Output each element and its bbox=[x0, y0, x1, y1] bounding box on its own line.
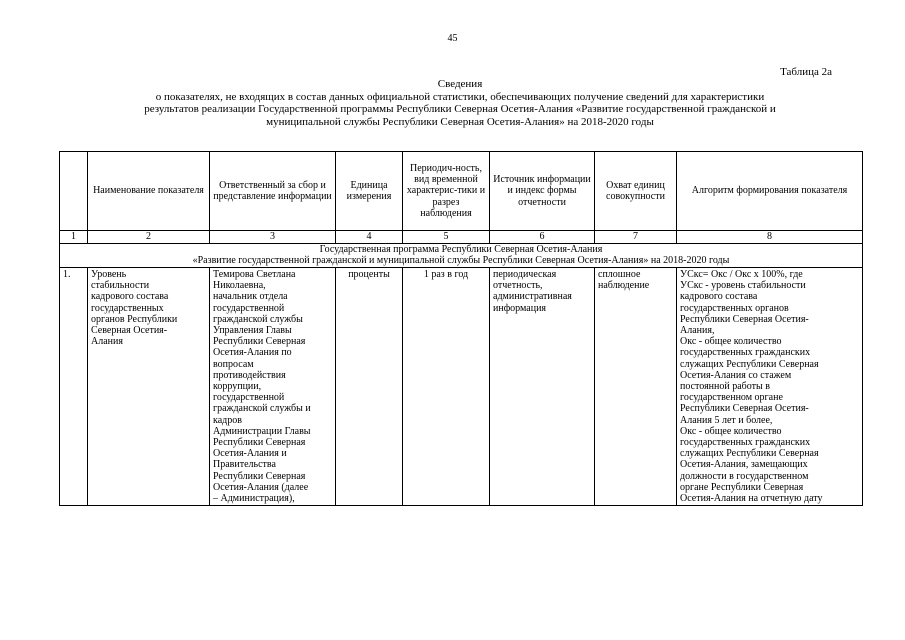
text-line: информация bbox=[493, 302, 547, 314]
text-line: органе Республики Северная bbox=[680, 481, 804, 493]
text-line: государственной bbox=[213, 302, 285, 314]
indicators-table bbox=[59, 151, 863, 506]
text-line: служащих Республики Северная bbox=[680, 358, 819, 370]
text-line: Темирова Светлана bbox=[213, 269, 296, 280]
text-line: начальник отдела bbox=[213, 291, 288, 303]
table-row bbox=[60, 268, 863, 506]
text-line: Осетия-Алания со стажем bbox=[680, 369, 792, 381]
text-line: государственных органов bbox=[680, 302, 789, 314]
text-line: Правительства bbox=[213, 459, 276, 471]
column-number: 5 bbox=[403, 231, 490, 244]
column-number: 2 bbox=[88, 231, 210, 244]
text-line: должности в государственном bbox=[680, 470, 809, 482]
text-line: Уровень bbox=[91, 269, 127, 280]
header-cell-periodicity: Периодич-ность, вид временной характерис-тики и разрез наблюдения bbox=[403, 152, 490, 231]
header-cell-algorithm: Алгоритм формирования показателя bbox=[677, 152, 863, 231]
text-line: кадрового состава bbox=[91, 291, 169, 303]
coverage-cell: сплошное наблюдение bbox=[595, 268, 677, 506]
text-line: служащих Республики Северная bbox=[680, 448, 819, 460]
text-line: Алания bbox=[91, 336, 123, 348]
program-title-cell bbox=[60, 244, 863, 268]
document-heading bbox=[60, 78, 860, 128]
column-number: 4 bbox=[336, 231, 403, 244]
text-line: Республики Северная bbox=[213, 336, 306, 348]
responsible-cell bbox=[210, 268, 336, 506]
text-line: Республики Северная Осетия- bbox=[680, 313, 809, 325]
text-line: Алания 5 лет и более, bbox=[680, 414, 773, 426]
text-line: гражданской службы и bbox=[213, 403, 311, 415]
row-number: 1. bbox=[60, 268, 88, 506]
header-cell-number bbox=[60, 152, 88, 231]
text-line: Администрации Главы bbox=[213, 425, 311, 437]
text-line: государственной bbox=[213, 392, 285, 404]
column-number: 6 bbox=[490, 231, 595, 244]
text-line: Республики Северная Осетия- bbox=[680, 403, 809, 415]
text-line: стабильности bbox=[91, 280, 150, 292]
text-line: противодействия bbox=[213, 369, 286, 381]
text-line: Осетия-Алания на отчетную дату bbox=[680, 493, 823, 505]
text-line: Алания, bbox=[680, 325, 715, 337]
text-line: органов Республики bbox=[91, 313, 178, 325]
program-row bbox=[60, 244, 863, 268]
header-cell-coverage: Охват единиц совокупности bbox=[595, 152, 677, 231]
text-line: Николаевна, bbox=[213, 280, 266, 292]
text-line: периодическая bbox=[493, 269, 557, 280]
column-number: 1 bbox=[60, 231, 88, 244]
text-line: государственных bbox=[91, 302, 164, 314]
table-label: Таблица 2а bbox=[780, 66, 832, 78]
text-line: – Администрация), bbox=[213, 493, 295, 505]
unit-cell: проценты bbox=[336, 268, 403, 506]
text-line: вопросам bbox=[213, 358, 254, 370]
text-line: кадрового состава bbox=[680, 291, 758, 303]
text-line: постоянной работы в bbox=[680, 381, 770, 393]
heading-line-3: муниципальной службы Республики Северная Осетия-Алания» на 2018-2020 годы bbox=[266, 115, 654, 128]
text-line: гражданской службы bbox=[213, 313, 303, 325]
text-line: УСкс - уровень стабильности bbox=[680, 280, 806, 292]
text-line: Осетия-Алания, замещающих bbox=[680, 459, 808, 471]
text-line: государственном органе bbox=[680, 392, 783, 404]
heading-line-2: результатов реализации Государственной программы Республики Северная Осетия-Алания «Развитие государственной гражданской и bbox=[144, 103, 776, 115]
column-number: 3 bbox=[210, 231, 336, 244]
text-line: Республики Северная bbox=[213, 470, 306, 482]
page-number: 45 bbox=[447, 33, 458, 44]
source-cell bbox=[490, 268, 595, 506]
header-cell-responsible: Ответственный за сбор и представление информации bbox=[210, 152, 336, 231]
periodicity-cell: 1 раз в год bbox=[403, 268, 490, 506]
text-line: кадров bbox=[213, 414, 242, 426]
indicator-name-cell bbox=[88, 268, 210, 506]
header-cell-indicator: Наименование показателя bbox=[88, 152, 210, 231]
header-cell-unit: Единица измерения bbox=[336, 152, 403, 231]
text-line: коррупции, bbox=[213, 381, 262, 393]
text-line: Окс - общее количество bbox=[680, 425, 782, 437]
algorithm-cell bbox=[677, 268, 863, 506]
text-line: Республики Северная bbox=[213, 437, 306, 449]
header-cell-source: Источник информации и индекс формы отчетности bbox=[490, 152, 595, 231]
text-line: государственных гражданских bbox=[680, 347, 811, 359]
heading-line-1: о показателях, не входящих в состав данных официальной статистики, обеспечивающих получение сведений для характеристики bbox=[155, 90, 765, 103]
text-line: Осетия-Алания по bbox=[213, 347, 292, 359]
column-number: 8 bbox=[677, 231, 863, 244]
heading-title: Сведения bbox=[437, 78, 483, 90]
column-numbers-row bbox=[60, 231, 863, 244]
column-number: 7 bbox=[595, 231, 677, 244]
text-line: Управления Главы bbox=[213, 325, 292, 337]
text-line: Северная Осетия- bbox=[91, 325, 168, 337]
text-line: УСкс= Окс / Окс x 100%, где bbox=[680, 269, 803, 280]
program-title-line-2: «Развитие государственной гражданской и муниципальной службы Республики Северная Осетия-Алания» на 2018-2020 годы bbox=[192, 255, 730, 267]
program-title-line-1: Государственная программа Республики Северная Осетия-Алания bbox=[319, 244, 603, 255]
text-line: Окс - общее количество bbox=[680, 336, 782, 348]
table-header-row bbox=[60, 152, 863, 231]
text-line: отчетность, bbox=[493, 280, 543, 292]
text-line: Осетия-Алания и bbox=[213, 448, 287, 460]
text-line: государственных гражданских bbox=[680, 437, 811, 449]
text-line: Осетия-Алания (далее bbox=[213, 481, 309, 493]
text-line: административная bbox=[493, 291, 572, 303]
